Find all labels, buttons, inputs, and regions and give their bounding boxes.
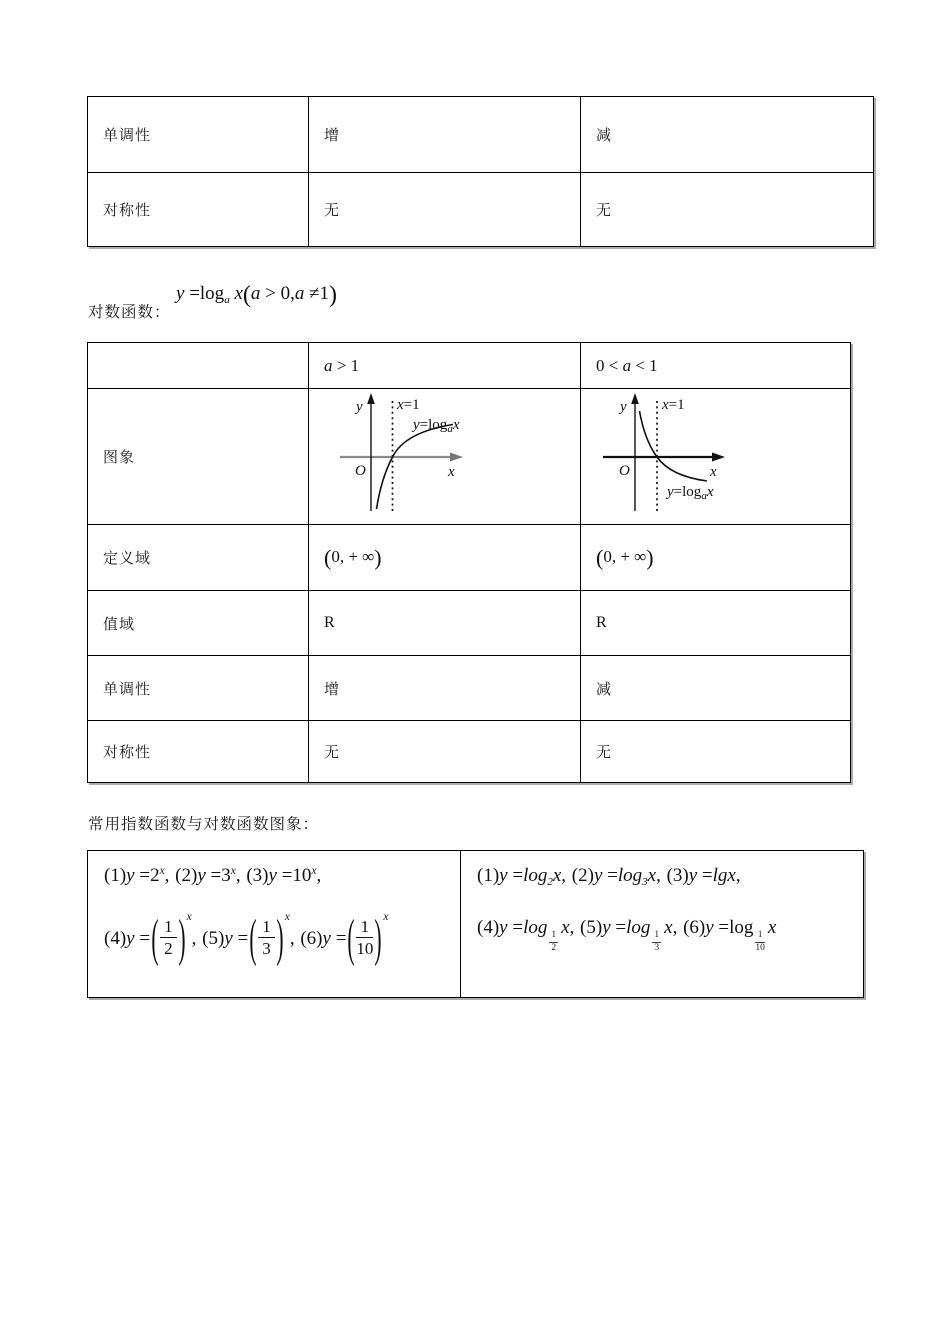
exponential-examples-cell [88,851,461,998]
exp-formula-3: $(3)y =10^x$, [246,865,322,886]
log-graph-increasing-svg [325,391,555,519]
table-row [88,173,874,247]
formula-a2: a [294,283,305,304]
header-0-lt-a-lt-1: 0 < a < 1 [581,343,851,389]
symmetry-none-cell: 无 [581,721,851,783]
log-graph-decreasing-svg [593,391,823,519]
table-row [88,851,864,998]
x-axis-arrow-icon [712,453,725,462]
monotonicity-increasing-cell: 增 [309,97,581,173]
monotonicity-increasing-cell: 增 [309,656,581,721]
log-function-formula [176,282,337,309]
origin-label: O [355,463,366,479]
y-axis-label: y [356,399,363,415]
monotonicity-label: 单调性 [88,656,309,721]
formula-y: y [176,283,185,304]
y-axis-arrow-icon [367,393,375,404]
log-base-fraction: $\frac{1}{10}$ [755,930,765,953]
domain-value-cell: (0, + ∞) [581,525,851,591]
exponential-examples [88,851,460,967]
log-formula-6: (6)y =log $\frac{1}{10}$ x [683,917,777,953]
exp-formula-6: (6)y =( $\frac{1}{10}$ )$^x$ [300,911,389,968]
log-formula-3: (3)y =lgx, [666,865,741,886]
close-paren: ) [329,282,338,308]
log-base-fraction: $\frac{1}{3}$ [654,930,660,953]
exp-formula-1: $(1)y =2^x$, [104,865,170,886]
exp-examples-line1 [104,865,460,887]
origin-label: O [619,463,630,479]
formula-eq-log: =log [184,283,225,304]
symmetry-row [88,721,851,783]
close-paren: ) [276,911,284,968]
range-value-cell: R [309,591,581,656]
log-curve-increasing [377,425,454,510]
log-graph-decreasing [581,389,850,524]
table-row [88,97,874,173]
logarithm-examples [461,851,863,954]
formula-a1: a [250,283,261,304]
fraction: $\frac{1}{10}$ [356,916,374,959]
symmetry-label: 对称性 [88,173,309,247]
log-examples-line1 [477,865,863,887]
header-a-gt-1: a > 1 [309,343,581,389]
logarithm-examples-cell [461,851,864,998]
log-base-fraction: $\frac{1}{2}$ [551,930,557,953]
common-graphs-heading: 常用指数函数与对数函数图象： [88,816,320,833]
log-formula-2: $(2)y =\log_3x$, [571,865,661,888]
log-formula-4: (4)y =log $\frac{1}{2}$ x, [477,917,575,953]
y-axis-label: y [620,399,627,415]
symmetry-none-cell: 无 [309,173,581,247]
common-functions-table [87,850,864,998]
monotonicity-decreasing-cell: 减 [581,656,851,721]
monotonicity-label: 单调性 [88,97,309,173]
curve-label: $y=\log_ax$ [667,484,714,502]
open-paren: ( [151,911,159,968]
x-axis-arrow-icon [450,453,463,462]
close-paren: ) [374,911,383,968]
domain-label: 定义域 [88,525,309,591]
log-formula-1: $(1)y =\log_2x$, [477,865,567,888]
graph-label: 图象 [88,389,309,525]
open-paren: ( [242,282,251,308]
formula-base: a [224,294,230,306]
table-header-row [88,343,851,389]
symmetry-none-cell: 无 [309,721,581,783]
symmetry-label: 对称性 [88,721,309,783]
domain-row [88,525,851,591]
y-axis-arrow-icon [631,393,639,404]
log-formula-5: (5)y =log $\frac{1}{3}$ x, [580,917,678,953]
log-graph-increasing [309,389,580,524]
graph-decreasing-cell [581,389,851,525]
open-paren: ( [249,911,257,968]
fraction: $\frac{1}{2}$ [160,917,177,959]
logarithm-properties-table [87,342,851,783]
close-paren: ) [177,911,186,968]
x-axis-label: x [448,464,455,480]
range-value-cell: R [581,591,851,656]
log-curve-decreasing [640,411,708,481]
monotonicity-decreasing-cell: 减 [581,97,874,173]
formula-ne: ≠1 [304,283,330,304]
graph-increasing-cell [309,389,581,525]
monotonicity-row [88,656,851,721]
exp-formula-2: $(2)y =3^x$, [175,865,241,886]
exp-examples-line2 [104,911,460,967]
symmetry-none-cell: 无 [581,173,874,247]
fraction: $\frac{1}{3}$ [258,917,275,959]
exponential-properties-table [87,96,874,247]
formula-arg: x [229,283,243,304]
formula-cmp: > 0, [260,283,295,304]
range-label: 值域 [88,591,309,656]
exp-formula-5: (5)y =( $\frac{1}{3}$ )$^x$, [202,911,295,968]
asymptote-label: x=1 [662,397,685,413]
curve-label: $y=\log_ax$ [413,417,460,435]
asymptote-label: x=1 [397,397,420,413]
open-paren: ( [347,911,356,968]
range-row [88,591,851,656]
exp-formula-4: (4)y =( $\frac{1}{2}$ )$^x$, [104,911,197,968]
x-axis-label: x [710,464,717,480]
log-examples-line2 [477,917,863,954]
graph-row [88,389,851,525]
header-blank-cell [88,343,309,389]
domain-value-cell: (0, + ∞) [309,525,581,591]
log-function-label: 对数函数： [88,304,171,321]
